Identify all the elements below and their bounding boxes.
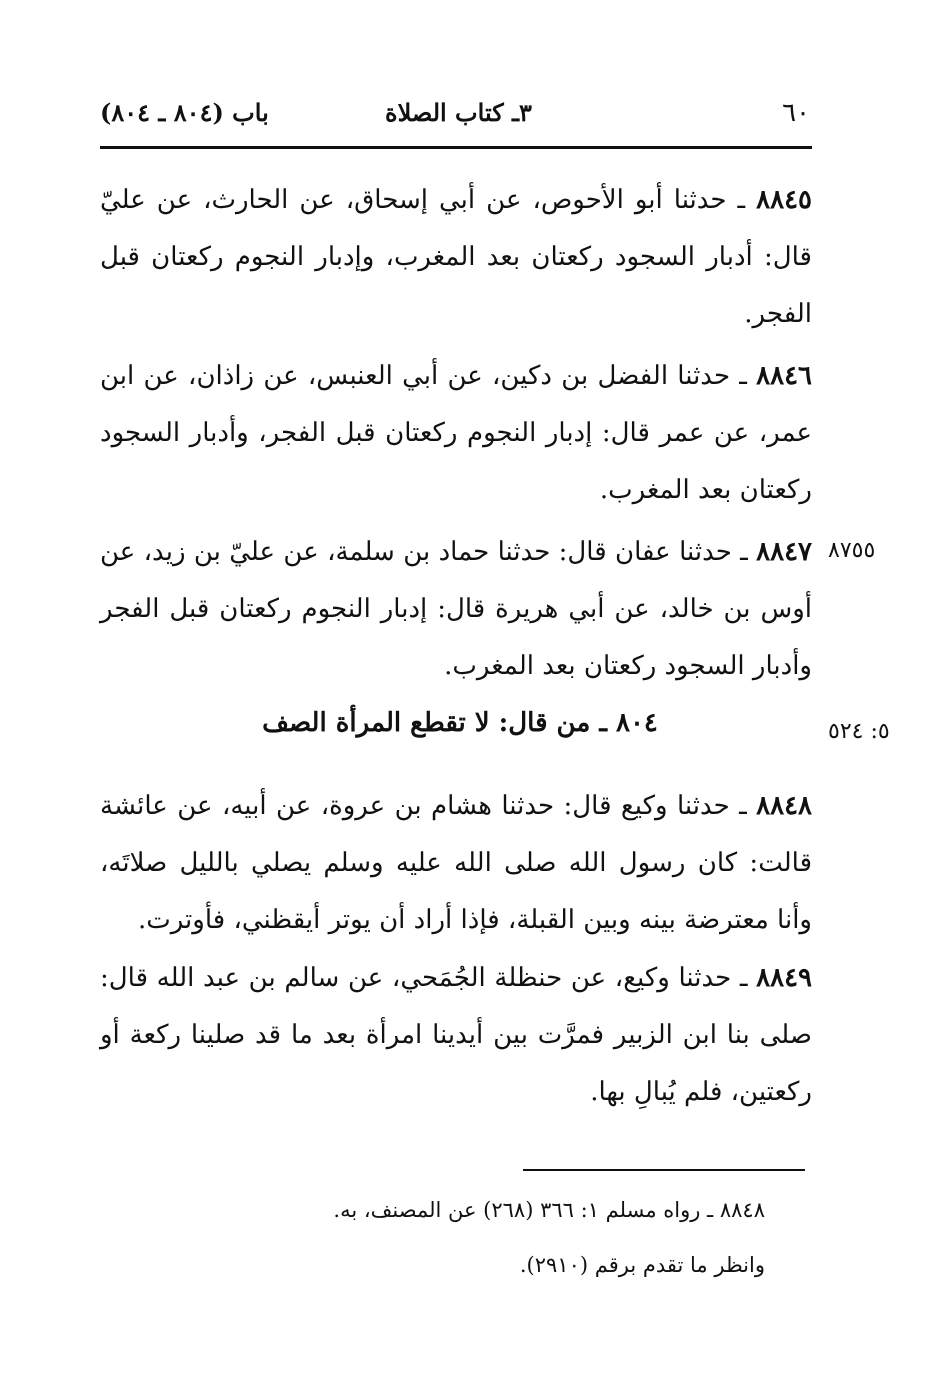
hadith-text: ـ حدثنا أبو الأحوص، عن أبي إسحاق، عن الحارث، عن عليّ قال: أدبار السجود ركعتان بعد المغرب، وإدبار النجوم ركعتان قبل الفجر. (100, 185, 812, 329)
header-rule (100, 146, 812, 149)
hadith-text: ـ حدثنا وكيع قال: حدثنا هشام بن عروة، عن أبيه، عن عائشة قالت: كان رسول الله صلى الله عليه وسلم يصلي بالليل صلاتَه، وأنا معترضة بينه وبين القبلة، فإذا أراد أن يوتر أيقظني، فأوترت. (100, 791, 812, 935)
hadith-text: ـ حدثنا الفضل بن دكين، عن أبي العنبس، عن زاذان، عن ابن عمر، عن عمر قال: إدبار النجوم ركعتان قبل الفجر، وأدبار السجود ركعتان بعد المغرب. (100, 361, 812, 505)
hadith-8848 (100, 778, 812, 949)
hadith-number: ٨٨٤٥ (756, 185, 812, 215)
footnote-rule (523, 1169, 805, 1171)
section-heading: ٨٠٤ ـ من قال: لا تقطع المرأة الصف (262, 708, 658, 738)
hadith-8845 (100, 172, 812, 343)
book-title: ٣ـ كتاب الصلاة (385, 98, 532, 127)
hadith-number: ٨٨٤٧ (756, 537, 812, 567)
hadith-8846 (100, 348, 812, 519)
hadith-number: ٨٨٤٦ (756, 361, 812, 391)
hadith-text: ـ حدثنا وكيع، عن حنظلة الجُمَحي، عن سالم بن عبد الله قال: صلى بنا ابن الزبير فمرَّت بين أيدينا امرأة بعد ما قد صلينا ركعة أو ركعتين، فلم يُبالِ بها. (100, 963, 812, 1107)
margin-reference: ٨٧٥٥ (828, 538, 876, 563)
hadith-number: ٨٨٤٨ (756, 791, 812, 821)
bab-range: باب (٨٠٤ ـ ٨٠٤) (100, 98, 269, 127)
margin-reference: ٥: ٥٢٤ (828, 719, 890, 744)
hadith-8847 (100, 524, 812, 695)
hadith-text: ـ حدثنا عفان قال: حدثنا حماد بن سلمة، عن عليّ بن زيد، عن أوس بن خالد، عن أبي هريرة قال: إدبار النجوم ركعتان قبل الفجر وأدبار السجود ركعتان بعد المغرب. (100, 537, 812, 681)
hadith-8849 (100, 950, 812, 1121)
hadith-number: ٨٨٤٩ (756, 963, 812, 993)
page-number: ٦٠ (782, 98, 810, 128)
footnote: وانظر ما تقدم برقم (٢٩١٠). (519, 1253, 765, 1277)
footnote: ٨٨٤٨ ـ رواه مسلم ١: ٣٦٦ (٢٦٨) عن المصنف، به. (333, 1198, 765, 1222)
